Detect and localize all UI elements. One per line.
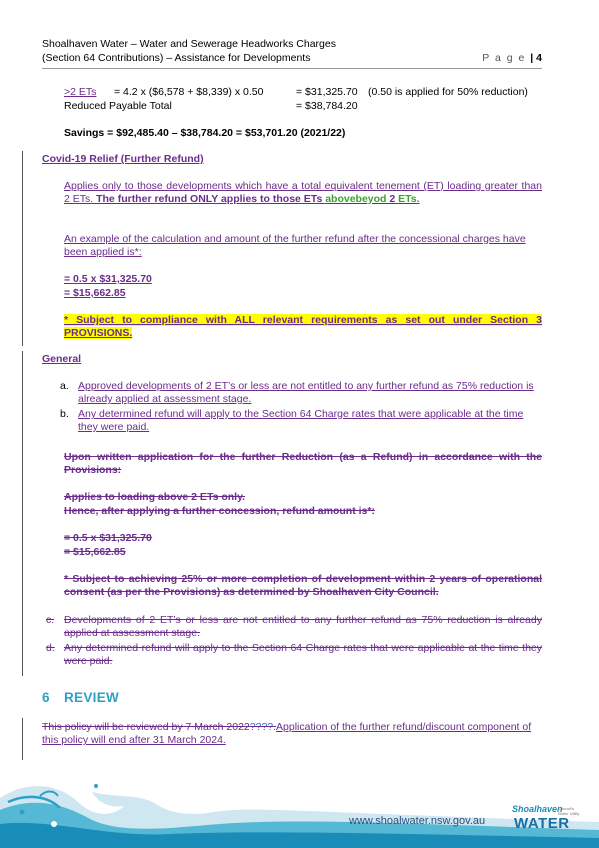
calc-row1-note: (0.50 is applied for 50% reduction) (368, 86, 528, 98)
deleted-item-d-marker: d. (46, 642, 55, 654)
footer-wave-graphic (0, 772, 599, 848)
website-url: www.shoalwater.nsw.gov.au (349, 815, 486, 827)
deleted-item-c: Developments of 2 ET’s or less are not entitled to any further refund as 75% reduction is already applied at assessment stage. (64, 614, 542, 639)
calc-row2-label: Reduced Payable Total (64, 100, 172, 112)
covid-subject-note: * Subject to compliance with ALL relevant requirements as set out under Section 3 PROVISIONS. (64, 314, 542, 339)
logo-word: WATER (514, 815, 570, 832)
change-bar (22, 718, 23, 760)
deleted-item-c-marker: c. (46, 614, 55, 626)
covid-paragraph1: Applies only to those developments which have a total equivalent tenement (ET) loading greater than 2 ETs. The further refund ONLY applies to those ETs abovebeyod 2 ETs. (64, 180, 542, 205)
deleted-subject-note: * Subject to achieving 25% or more completion of development within 2 years of operational consent (as per the Provisions) as determined by Shoalhaven City Council. (64, 573, 542, 598)
savings-line: Savings = $92,485.40 – $38,784.20 = $53,701.20 (2021/22) (64, 127, 346, 139)
covid-calc2: = $15,662.85 (64, 287, 126, 299)
general-item-a-marker: a. (60, 380, 69, 392)
header-rule (42, 68, 542, 69)
change-bar (22, 151, 23, 346)
page-word: P a g e (482, 52, 526, 64)
covid-heading: Covid-19 Relief (Further Refund) (42, 153, 204, 165)
review-section-title: REVIEW (64, 690, 120, 705)
calc-row1-result: = $31,325.70 (296, 86, 358, 98)
review-paragraph: This policy will be reviewed by 7 March 2022????.Application of the further refund/discount component of this policy will end after 31 March 2024. (42, 721, 532, 746)
deleted-item-d: Any determined refund will apply to the Section 64 Charge rates that were applicable at the time they were paid. (64, 642, 542, 667)
covid-calc1: = 0.5 x $31,325.70 (64, 273, 152, 285)
change-bar (22, 351, 23, 676)
review-section-number: 6 (42, 690, 50, 705)
general-item-b: Any determined refund will apply to the Section 64 Charge rates that were applicable at the time they were paid. (78, 408, 524, 433)
deleted-paragraph2b: Hence, after applying a further concession, refund amount is*: (64, 505, 375, 517)
logo-small-text: Council's Water Utility (558, 806, 580, 816)
deleted-calc2: = $15,662.85 (64, 546, 126, 558)
calc-row1-formula: = 4.2 x ($6,578 + $8,339) x 0.50 (114, 86, 264, 98)
general-item-a: Approved developments of 2 ET’s or less are not entitled to any further refund as 75% reduction is already applied at assessment stage. (78, 380, 534, 405)
covid-paragraph2: An example of the calculation and amount of the further refund after the concessional charges have been applied is*: (64, 233, 526, 258)
general-heading: General (42, 353, 82, 365)
deleted-calc1: = 0.5 x $31,325.70 (64, 532, 152, 544)
deleted-paragraph2a: Applies to loading above 2 ETs only. (64, 491, 246, 503)
page-num: | 4 (530, 52, 542, 64)
header-title-line1: Shoalhaven Water – Water and Sewerage Headworks Charges (42, 38, 336, 50)
shoalhaven-water-logo (512, 804, 582, 834)
logo-script: Shoalhaven (512, 804, 563, 814)
header-title-line2: (Section 64 Contributions) – Assistance for Developments (42, 52, 311, 64)
page-number (482, 52, 542, 64)
general-item-b-marker: b. (60, 408, 69, 420)
calc-row2-result: = $38,784.20 (296, 100, 358, 112)
calc-row1-label: >2 ETs (64, 86, 97, 98)
deleted-paragraph1: Upon written application for the further Reduction (as a Refund) in accordance with the Provisions: (64, 451, 542, 476)
